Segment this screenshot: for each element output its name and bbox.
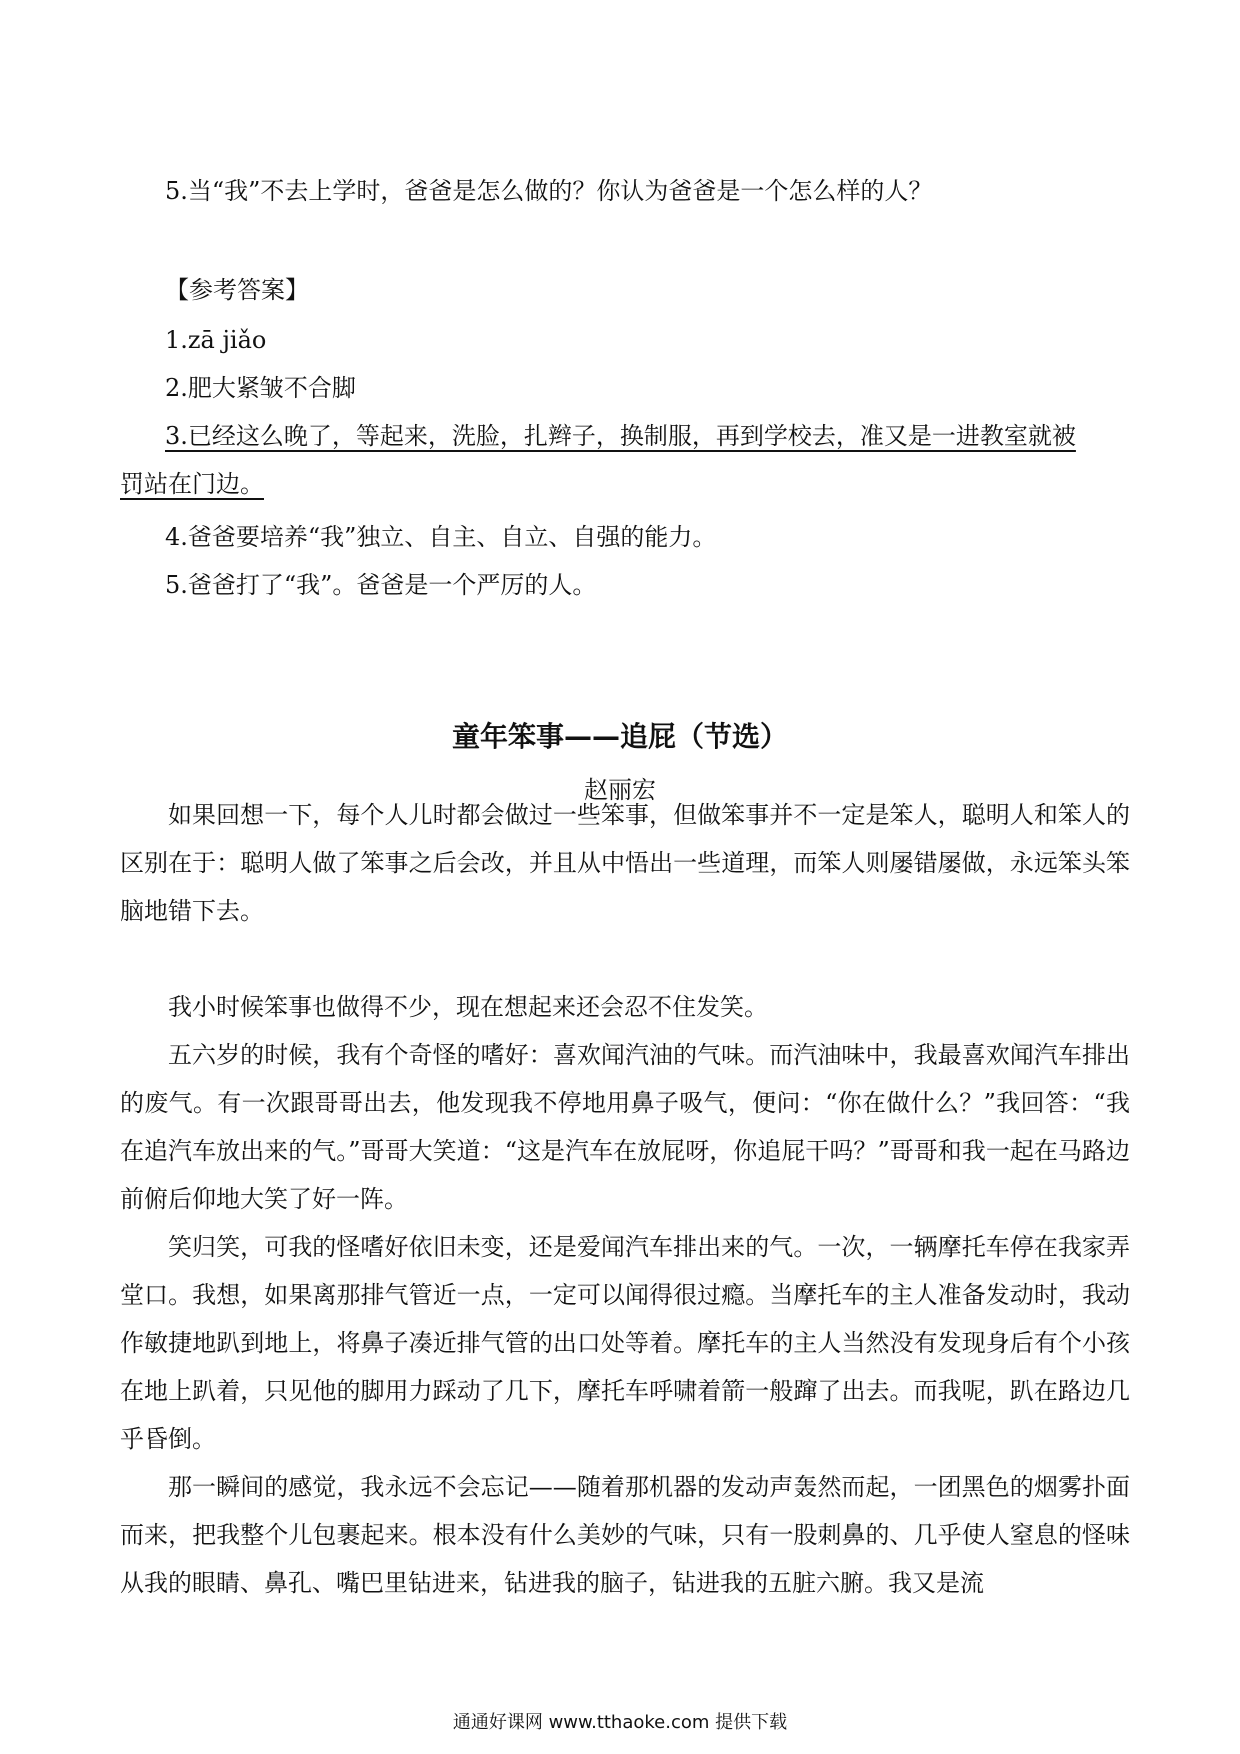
article-paragraph-2: 我小时候笨事也做得不少，现在想起来还会忍不住发笑。 bbox=[168, 993, 768, 1021]
answer-1: 1.zā jiǎo bbox=[165, 326, 267, 354]
article-paragraph-4: 笑归笑，可我的怪嗜好依旧未变，还是爱闻汽车排出来的气。一次，一辆摩托车停在我家弄堂口。我想，如果离那排气管近一点，一定可以闻得很过瘾。当摩托车的主人准备发动时，我动作敏捷地趴到地上，将鼻子凑近排气管的出口处等着。摩托车的主人当然没有发现身后有个小孩在地上趴着，只见他的脚用力踩动了几下，摩托车呼啸着箭一般蹿了出去。而我呢，趴在路边几乎昏倒。 bbox=[120, 1233, 1130, 1453]
answer-3-line-1: 3.已经这么晚了，等起来，洗脸，扎辫子，换制服，再到学校去，准又是一进教室就被 bbox=[165, 422, 1076, 450]
article-author: 赵丽宏 bbox=[584, 776, 656, 804]
answers-heading: 【参考答案】 bbox=[165, 276, 309, 304]
answer-5: 5.爸爸打了“我”。爸爸是一个严厉的人。 bbox=[165, 571, 597, 599]
answer-4: 4.爸爸要培养“我”独立、自主、自立、自强的能力。 bbox=[165, 523, 717, 551]
answer-2: 2.肥大紧皱不合脚 bbox=[165, 374, 356, 402]
answer-3-line-2: 罚站在门边。 bbox=[120, 470, 264, 498]
article-paragraph-1: 如果回想一下，每个人儿时都会做过一些笨事，但做笨事并不一定是笨人，聪明人和笨人的区别在于：聪明人做了笨事之后会改，并且从中悟出一些道理，而笨人则屡错屡做，永远笨头笨脑地错下去。 bbox=[120, 801, 1130, 925]
page-footer: 通通好课网 www.tthaoke.com 提供下载 bbox=[452, 1712, 788, 1733]
article-paragraph-5: 那一瞬间的感觉，我永远不会忘记——随着那机器的发动声轰然而起，一团黑色的烟雾扑面而来，把我整个儿包裹起来。根本没有什么美妙的气味，只有一股刺鼻的、几乎使人窒息的怪味从我的眼睛、鼻孔、嘴巴里钻进来，钻进我的脑子，钻进我的五脏六腑。我又是流 bbox=[120, 1473, 1130, 1597]
article-paragraph-3: 五六岁的时候，我有个奇怪的嗜好：喜欢闻汽油的气味。而汽油味中，我最喜欢闻汽车排出的废气。有一次跟哥哥出去，他发现我不停地用鼻子吸气，便问：“你在做什么？”我回答：“我在追汽车放出来的气。”哥哥大笑道：“这是汽车在放屁呀，你追屁干吗？”哥哥和我一起在马路边前俯后仰地大笑了好一阵。 bbox=[120, 1041, 1130, 1213]
question-5: 5.当“我”不去上学时，爸爸是怎么做的？你认为爸爸是一个怎么样的人？ bbox=[165, 177, 933, 205]
article-title: 童年笨事——追屁（节选） bbox=[451, 720, 788, 753]
